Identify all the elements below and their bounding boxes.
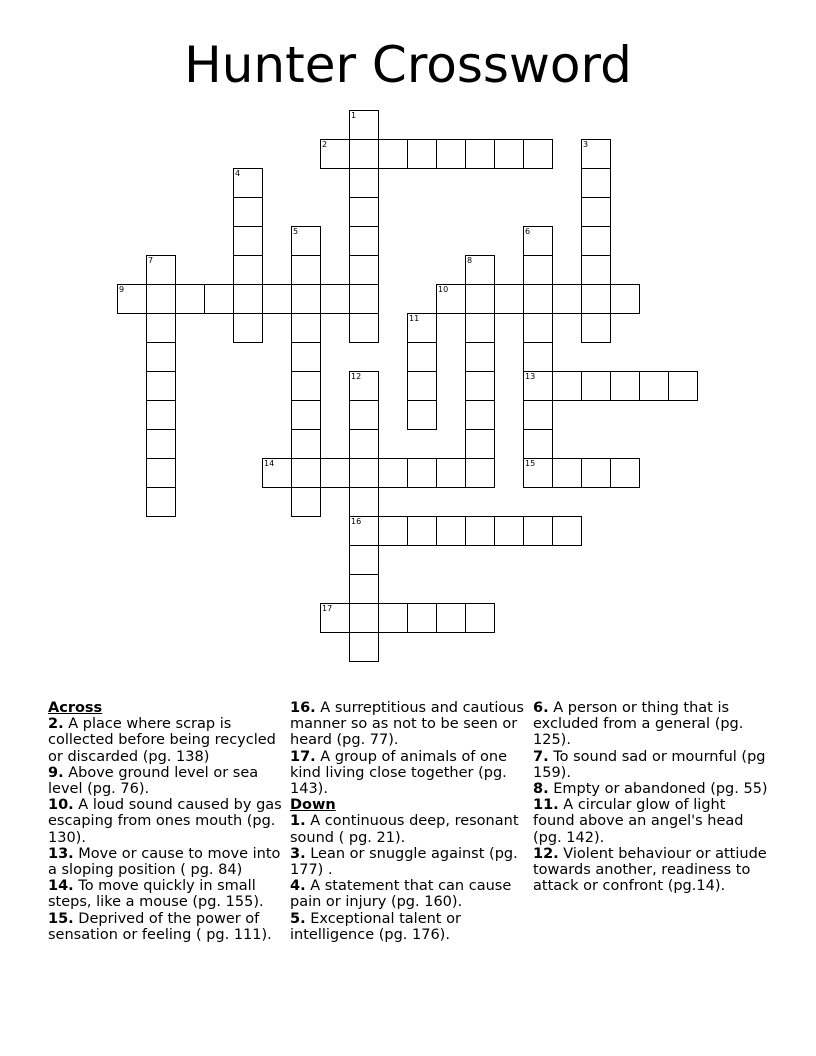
clue-across-10: 10. A loud sound caused by gas escaping from ones mouth (pg. 130). bbox=[48, 797, 282, 846]
grid-cell[interactable] bbox=[436, 458, 466, 488]
clue-across-2: 2. A place where scrap is collected before being recycled or discarded (pg. 138) bbox=[48, 716, 276, 765]
grid-cell[interactable] bbox=[175, 284, 205, 314]
clue-number-label: 8 bbox=[467, 256, 473, 265]
page-title: Hunter Crossword bbox=[184, 36, 632, 94]
grid-cell[interactable] bbox=[581, 458, 611, 488]
grid-cell[interactable] bbox=[233, 313, 263, 343]
grid-cell[interactable] bbox=[581, 255, 611, 285]
grid-cell[interactable] bbox=[320, 284, 350, 314]
grid-cell[interactable] bbox=[465, 284, 495, 314]
grid-cell[interactable] bbox=[378, 458, 408, 488]
grid-cell[interactable] bbox=[465, 458, 495, 488]
grid-cell[interactable] bbox=[291, 255, 321, 285]
grid-cell[interactable] bbox=[146, 371, 176, 401]
grid-cell[interactable] bbox=[494, 516, 524, 546]
grid-cell[interactable] bbox=[407, 458, 437, 488]
grid-cell[interactable] bbox=[610, 284, 640, 314]
clue-across-15: 15. Deprived of the power of sensation or feeling ( pg. 111). bbox=[48, 910, 272, 943]
grid-cell[interactable] bbox=[465, 603, 495, 633]
grid-cell[interactable] bbox=[233, 226, 263, 256]
grid-cell[interactable] bbox=[494, 139, 524, 169]
grid-cell[interactable] bbox=[349, 545, 379, 575]
grid-cell[interactable] bbox=[349, 574, 379, 604]
grid-cell[interactable] bbox=[581, 284, 611, 314]
grid-cell[interactable] bbox=[291, 313, 321, 343]
grid-cell[interactable] bbox=[378, 603, 408, 633]
grid-cell[interactable] bbox=[494, 284, 524, 314]
grid-cell[interactable] bbox=[523, 139, 553, 169]
grid-cell[interactable] bbox=[523, 458, 553, 488]
grid-cell[interactable] bbox=[349, 313, 379, 343]
clue-number-label: 11 bbox=[409, 314, 420, 323]
grid-cell[interactable] bbox=[465, 371, 495, 401]
clue-down-7: 7. To sound sad or mournful (pg 159). bbox=[533, 748, 766, 781]
grid-cell[interactable] bbox=[407, 371, 437, 401]
grid-cell[interactable] bbox=[552, 284, 582, 314]
grid-cell[interactable] bbox=[407, 313, 437, 343]
grid-cell[interactable] bbox=[668, 371, 698, 401]
grid-cell[interactable] bbox=[523, 226, 553, 256]
grid-cell[interactable] bbox=[523, 313, 553, 343]
grid-cell[interactable] bbox=[349, 284, 379, 314]
grid-cell[interactable] bbox=[523, 255, 553, 285]
grid-cell[interactable] bbox=[465, 429, 495, 459]
clue-across-16: 16. A surreptitious and cautious manner so as not to be seen or heard (pg. 77). bbox=[290, 700, 524, 749]
grid-cell[interactable] bbox=[581, 371, 611, 401]
grid-cell[interactable] bbox=[581, 168, 611, 198]
clue-across-9: 9. Above ground level or sea level (pg. 76). bbox=[48, 764, 259, 798]
grid-cell[interactable] bbox=[407, 342, 437, 372]
clue-down-12: 12. Violent behaviour or attiude towards another, readiness to attack or confront (pg.14). bbox=[533, 845, 767, 895]
grid-cell[interactable] bbox=[349, 400, 379, 430]
grid-cell[interactable] bbox=[320, 458, 350, 488]
clue-down-4: 4. A statement that can cause pain or injury (pg. 160). bbox=[290, 878, 512, 911]
grid-cell[interactable] bbox=[146, 487, 176, 517]
grid-cell[interactable] bbox=[523, 342, 553, 372]
grid-cell[interactable] bbox=[523, 371, 553, 401]
grid-cell[interactable] bbox=[262, 458, 292, 488]
grid-cell[interactable] bbox=[117, 284, 147, 314]
grid-cell[interactable] bbox=[233, 168, 263, 198]
grid-cell[interactable] bbox=[465, 342, 495, 372]
clue-down-6: 6. A person or thing that is excluded from a general (pg. 125). bbox=[533, 700, 744, 749]
grid-cell[interactable] bbox=[204, 284, 234, 314]
grid-cell[interactable] bbox=[349, 458, 379, 488]
grid-cell[interactable] bbox=[552, 371, 582, 401]
grid-cell[interactable] bbox=[320, 139, 350, 169]
clue-across-14: 14. To move quickly in small steps, like a mouse (pg. 155). bbox=[48, 878, 264, 911]
clue-number-label: 7 bbox=[148, 256, 154, 265]
grid-cell[interactable] bbox=[581, 197, 611, 227]
grid-cell[interactable] bbox=[291, 284, 321, 314]
grid-cell[interactable] bbox=[349, 226, 379, 256]
grid-cell[interactable] bbox=[262, 284, 292, 314]
grid-cell[interactable] bbox=[146, 255, 176, 285]
grid-cell[interactable] bbox=[146, 284, 176, 314]
grid-cell[interactable] bbox=[349, 197, 379, 227]
grid-cell[interactable] bbox=[146, 313, 176, 343]
grid-cell[interactable] bbox=[523, 284, 553, 314]
grid-cell[interactable] bbox=[639, 371, 669, 401]
grid-cell[interactable] bbox=[436, 516, 466, 546]
clue-number-label: 13 bbox=[525, 372, 536, 381]
grid-cell[interactable] bbox=[378, 139, 408, 169]
clue-number-label: 6 bbox=[525, 227, 531, 236]
grid-cell[interactable] bbox=[407, 400, 437, 430]
clue-number-label: 12 bbox=[351, 372, 362, 381]
clue-number-label: 3 bbox=[583, 140, 589, 149]
grid-cell[interactable] bbox=[523, 516, 553, 546]
clue-down-8: 8. Empty or abandoned (pg. 55) bbox=[533, 781, 768, 798]
grid-cell[interactable] bbox=[349, 603, 379, 633]
grid-cell[interactable] bbox=[349, 429, 379, 459]
clues-column-1 bbox=[48, 700, 283, 943]
grid-cell[interactable] bbox=[291, 226, 321, 256]
grid-cell[interactable] bbox=[581, 313, 611, 343]
grid-cell[interactable] bbox=[349, 110, 379, 140]
grid-cell[interactable] bbox=[146, 429, 176, 459]
grid-cell[interactable] bbox=[465, 139, 495, 169]
grid-cell[interactable] bbox=[291, 458, 321, 488]
clues-column-2 bbox=[290, 700, 528, 943]
down-heading: Down bbox=[290, 797, 336, 814]
grid-cell[interactable] bbox=[465, 400, 495, 430]
grid-cell[interactable] bbox=[465, 313, 495, 343]
grid-cell[interactable] bbox=[610, 371, 640, 401]
clue-number-label: 4 bbox=[235, 169, 241, 178]
grid-cell[interactable] bbox=[291, 429, 321, 459]
clue-number-label: 9 bbox=[119, 285, 125, 294]
clue-across-17: 17. A group of animals of one kind living close together (pg. 143). bbox=[290, 748, 508, 798]
grid-cell[interactable] bbox=[523, 429, 553, 459]
clue-number-label: 17 bbox=[322, 604, 333, 613]
clue-number-label: 14 bbox=[264, 459, 275, 468]
grid-cell[interactable] bbox=[349, 168, 379, 198]
grid-cell[interactable] bbox=[146, 342, 176, 372]
grid-cell[interactable] bbox=[523, 400, 553, 430]
grid-cell[interactable] bbox=[349, 632, 379, 662]
grid-cell[interactable] bbox=[436, 284, 466, 314]
grid-cell[interactable] bbox=[407, 603, 437, 633]
grid-cell[interactable] bbox=[233, 197, 263, 227]
grid-cell[interactable] bbox=[146, 400, 176, 430]
grid-cell[interactable] bbox=[233, 255, 263, 285]
across-heading: Across bbox=[48, 700, 103, 716]
clues-column-3 bbox=[533, 700, 768, 894]
grid-cell[interactable] bbox=[610, 458, 640, 488]
grid-cell[interactable] bbox=[436, 139, 466, 169]
grid-cell[interactable] bbox=[349, 255, 379, 285]
grid-cell[interactable] bbox=[581, 139, 611, 169]
grid-cell[interactable] bbox=[465, 516, 495, 546]
clue-down-3: 3. Lean or snuggle against (pg. 177) . bbox=[290, 845, 518, 879]
grid-cell[interactable] bbox=[291, 487, 321, 517]
grid-cell[interactable] bbox=[146, 458, 176, 488]
grid-cell[interactable] bbox=[349, 487, 379, 517]
clue-number-label: 16 bbox=[351, 517, 362, 526]
clue-number-label: 1 bbox=[351, 111, 357, 120]
clue-number-label: 2 bbox=[322, 140, 328, 149]
grid-cell[interactable] bbox=[349, 139, 379, 169]
clue-number-label: 15 bbox=[525, 459, 536, 468]
grid-cell[interactable] bbox=[407, 516, 437, 546]
grid-cell[interactable] bbox=[552, 516, 582, 546]
grid-cell[interactable] bbox=[349, 371, 379, 401]
grid-cell[interactable] bbox=[378, 516, 408, 546]
clue-down-1: 1. A continuous deep, resonant sound ( pg. 21). bbox=[290, 813, 519, 846]
grid-cell[interactable] bbox=[291, 371, 321, 401]
grid-cell[interactable] bbox=[291, 400, 321, 430]
clue-down-5: 5. Exceptional talent or intelligence (pg. 176). bbox=[290, 910, 461, 943]
grid-cell[interactable] bbox=[233, 284, 263, 314]
grid-cell[interactable] bbox=[581, 226, 611, 256]
grid-cell[interactable] bbox=[436, 603, 466, 633]
clue-across-13: 13. Move or cause to move into a sloping position ( pg. 84) bbox=[48, 845, 281, 879]
grid-cell[interactable] bbox=[349, 516, 379, 546]
clue-down-11: 11. A circular glow of light found above an angel's head (pg. 142). bbox=[533, 797, 744, 846]
grid-cell[interactable] bbox=[465, 255, 495, 285]
grid-cell[interactable] bbox=[320, 603, 350, 633]
clue-number-label: 10 bbox=[438, 285, 449, 294]
grid-cell[interactable] bbox=[407, 139, 437, 169]
grid-cell[interactable] bbox=[552, 458, 582, 488]
grid-cell[interactable] bbox=[291, 342, 321, 372]
clue-number-label: 5 bbox=[293, 227, 299, 236]
